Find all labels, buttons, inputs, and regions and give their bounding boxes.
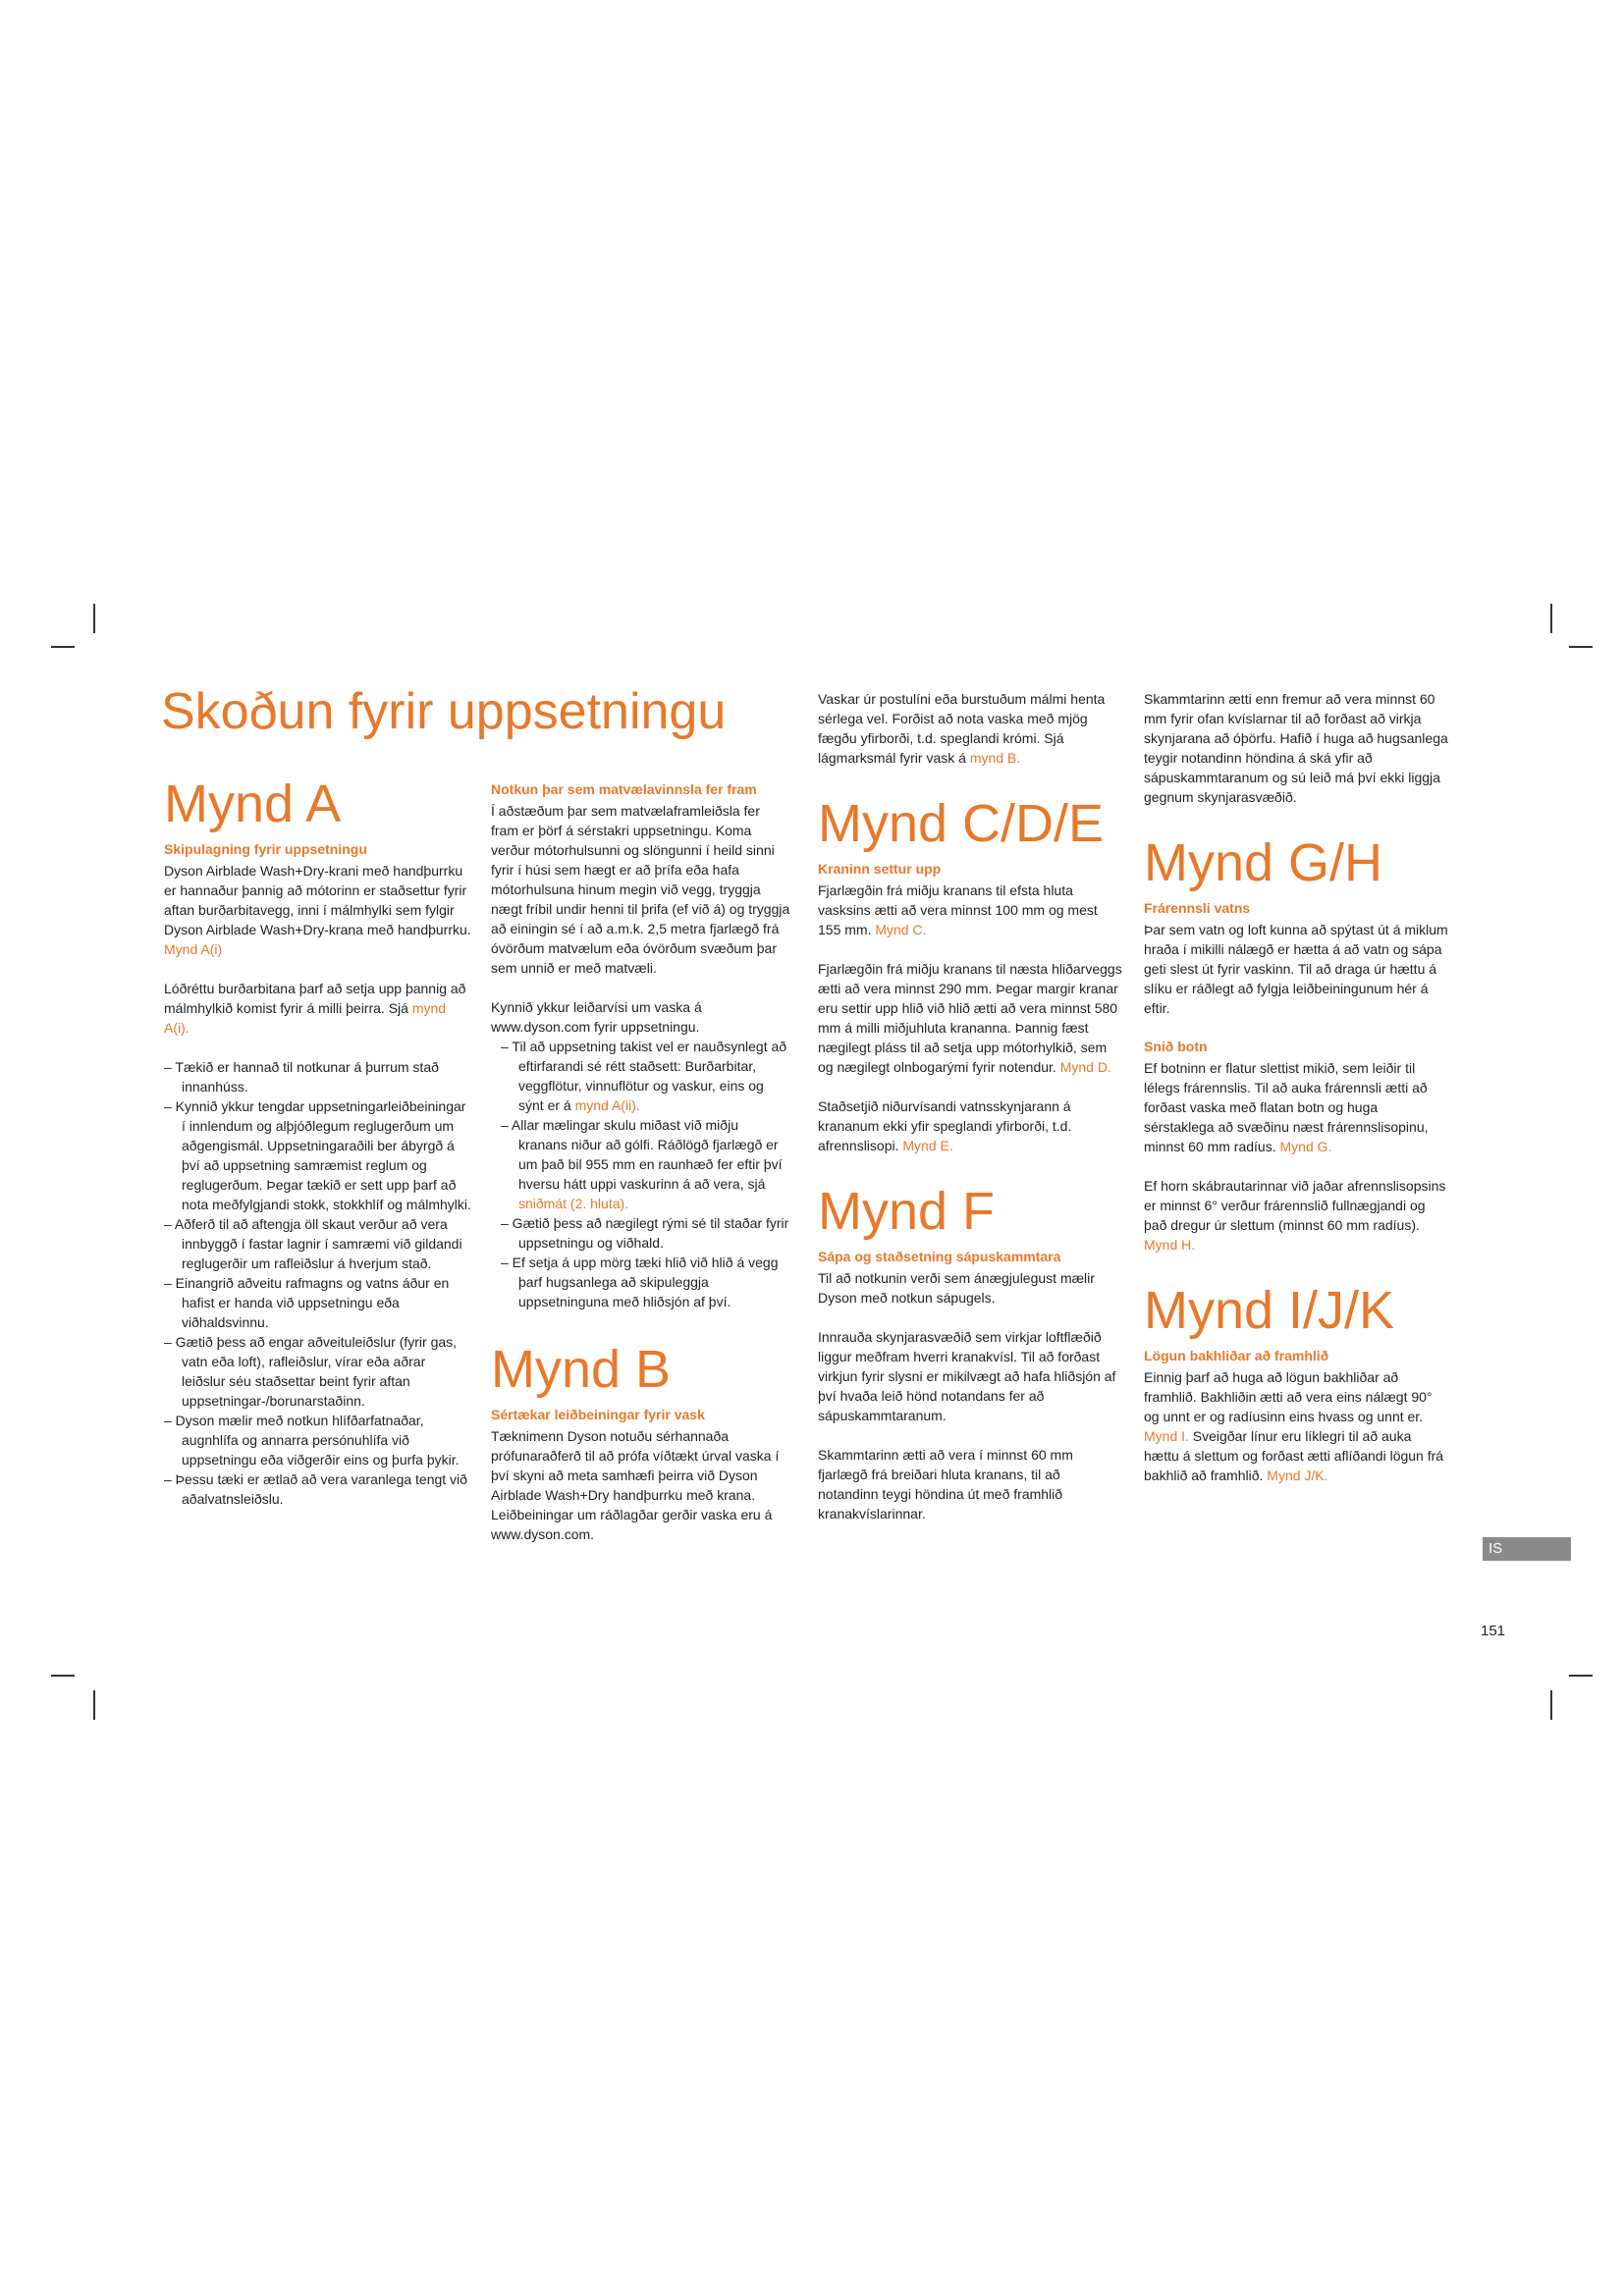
paragraph: Þar sem vatn og loft kunna að spýtast út á miklum hraða í mikilli nálægð er hætta á að vatn og sápa geti slest út fyrir vaskinn. Til að draga úr hættu á slíku er ráðlegt að fylgja leiðbeiningunum hér á eftir.	[1144, 922, 1448, 1016]
heading-mynd-ijk: Mynd I/J/K	[1144, 1281, 1395, 1340]
paragraph	[818, 881, 1122, 939]
paragraph: Til að notkunin verði sem ánægjulegust mælir Dyson með notkun sápugels.	[818, 1270, 1095, 1306]
figure-ref: mynd A(i).	[164, 1000, 447, 1036]
bullet-list	[491, 1037, 790, 1311]
crop-mark	[51, 646, 75, 648]
text: Vaskar úr postulíni eða burstuðum málmi henta sérlega vel. Forðist að nota vaska með mjög fægðu yfirborði, t.d. speglandi krómi. Sjá lágmarksmál fyrir vask á	[818, 691, 1106, 766]
page-title: Skoðun fyrir uppsetningu	[161, 683, 727, 740]
figure-ref: Mynd H.	[1144, 1237, 1196, 1253]
figure-ref: sniðmát (2. hluta).	[518, 1196, 629, 1211]
subheading-soap: Sápa og staðsetning sápuskammtara	[818, 1249, 1061, 1264]
crop-mark	[93, 604, 95, 633]
paragraph	[1144, 1176, 1448, 1255]
heading-mynd-gh: Mynd G/H	[1144, 833, 1383, 892]
list-item: – Þessu tæki er ætlað að vera varanlega tengt við aðalvatnsleiðslu.	[164, 1471, 467, 1507]
subheading-back-shape: Lögun bakhliðar að framhlið	[1144, 1348, 1329, 1363]
paragraph	[1144, 1058, 1448, 1156]
text: Ef botninn er flatur slettist mikið, sem leiðir til lélegs frárennslis. Til að auka frárennsli ætti að forðast vaska með flatan botn og huga sérstaklega að svæðinu næst frárennslisopinu, minnst 60 mm radíus.	[1144, 1060, 1429, 1154]
list-item: – Gætið þess að nægilegt rými sé til staðar fyrir uppsetningu og viðhald.	[501, 1215, 789, 1251]
paragraph	[818, 1096, 1122, 1155]
subheading-bottom: Snið botn	[1144, 1039, 1208, 1054]
list-item: – Dyson mælir með notkun hlífðarfatnaðar, augnhlífa og annarra persónuhlífa við uppsetningu eða viðgerðir eins og þurfa þykir.	[164, 1413, 460, 1468]
paragraph	[818, 689, 1122, 768]
heading-mynd-a: Mynd A	[164, 774, 342, 833]
heading-mynd-f: Mynd F	[818, 1182, 996, 1241]
subheading-food-processing: Notkun þar sem matvælavinnsla fer fram	[491, 781, 757, 797]
list-item	[491, 1037, 790, 1115]
crop-mark	[1550, 604, 1552, 633]
figure-ref: Mynd E.	[902, 1138, 953, 1153]
text: Einnig þarf að huga að lögun bakhliðar að framhlið. Bakhliðin ætti að vera eins nálægt 90° og unnt er og radíusinn eins hvass og unnt er.	[1144, 1369, 1433, 1424]
paragraph: Skammtarinn ætti að vera í minnst 60 mm fjarlægð frá breiðari hluta kranans, til að notandinn teygi höndina út með framhlið kranakvíslarinnar.	[818, 1447, 1073, 1522]
list-item: – Gætið þess að engar aðveituleiðslur (fyrir gas, vatn eða loft), rafleiðslur, vírar eða aðrar leiðslur séu staðsettar beint fyrir aftan uppsetningar-/borunarstaðinn.	[164, 1334, 458, 1409]
text: Fjarlægðin frá miðju kranans til efsta hluta vasksins ætti að vera minnst 100 mm og mest 155 mm.	[818, 882, 1098, 937]
heading-mynd-cde: Mynd C/D/E	[818, 794, 1105, 853]
list-item: – Tækið er hannað til notkunar á þurrum stað innanhúss.	[164, 1059, 439, 1095]
subheading-sink: Sértækar leiðbeiningar fyrir vask	[491, 1407, 705, 1422]
figure-ref: Mynd J/K.	[1267, 1468, 1328, 1483]
list-item: – Ef setja á upp mörg tæki hlið við hlið á vegg þarf hugsanlega að skipuleggja uppsetninguna með hliðsjón af því.	[501, 1255, 779, 1309]
figure-ref: mynd A(ii).	[574, 1097, 640, 1113]
paragraph: Tæknimenn Dyson notuðu sérhannaða prófunaraðferð til að prófa víðtækt úrval vaska í því skyni að meta samhæfi þeirra við Dyson Airblade Wash+Dry handþurrku með krana. Leiðbeiningar um ráðlagðar gerðir vaska eru á www.dyson.com.	[491, 1428, 780, 1542]
list-item: – Einangrið aðveitu rafmagns og vatns áður en hafist er handa við uppsetningu eða viðhaldsvinnu.	[164, 1275, 450, 1330]
list-item: – Kynnið ykkur tengdar uppsetningarleiðbeiningar í innlendum og alþjóðlegum reglugerðum um aðgengismál. Uppsetningaraðili ber ábyrgð á því að uppsetning samræmist reglum og reglugerðum. Þegar tækið er sett upp þarf að nota meðfylgjandi stokk, stokkhlíf og málmhylki.	[164, 1098, 471, 1212]
column-4	[1144, 689, 1448, 1505]
paragraph	[164, 861, 471, 959]
paragraph: Kynnið ykkur leiðarvísi um vaska á www.dyson.com fyrir uppsetningu.	[491, 999, 702, 1035]
list-item: – Aðferð til að aftengja öll skaut verður að vera innbyggð í fastar lagnir í samræmi við gildandi reglugerðir um rafleiðslur á hverjum stað.	[164, 1216, 462, 1271]
paragraph	[164, 979, 471, 1038]
column-1	[164, 775, 471, 1528]
text: Sveigðar línur eru líklegri til að auka hættu á slettum og forðast ætti aflíðandi lögun frá bakhlið að framhlið.	[1144, 1428, 1444, 1483]
column-3	[818, 689, 1122, 1543]
column-2	[491, 780, 790, 1564]
figure-ref: Mynd D.	[1059, 1059, 1111, 1075]
text: – Til að uppsetning takist vel er nauðsynlegt að eftirfarandi sé rétt staðsett: Burðarbitar, veggflötur, vinnuflötur og vaskur, eins og sýnt er á	[501, 1039, 787, 1113]
subheading-tap-install: Kraninn settur upp	[818, 861, 942, 877]
figure-ref: mynd B.	[969, 750, 1021, 766]
language-badge: IS	[1483, 1537, 1571, 1561]
crop-mark	[1569, 1675, 1593, 1677]
crop-mark	[93, 1690, 95, 1720]
crop-mark	[1550, 1690, 1552, 1720]
paragraph	[1144, 1367, 1448, 1485]
paragraph	[818, 959, 1122, 1077]
paragraph: Innrauða skynjarasvæðið sem virkjar loftflæðið liggur meðfram hverri kranakvísl. Til að forðast virkjun fyrir slysni er mikilvægt að hafa hliðsjón af því hvaða leið hönd notandans fer að sápuskammtaranum.	[818, 1329, 1116, 1423]
paragraph: Skammtarinn ætti enn fremur að vera minnst 60 mm fyrir ofan kvíslarnar til að forðast að virkja skynjarana að óþörfu. Hafið í huga að hugsanlega teygir notandinn höndina á ská yfir að sápuskammtaranum og sú leið má því ekki liggja gegnum skynjarasvæðið.	[1144, 691, 1448, 805]
subheading-planning: Skipulagning fyrir uppsetningu	[164, 841, 367, 857]
text: Fjarlægðin frá miðju kranans til næsta hliðarveggs ætti að vera minnst 290 mm. Þegar margir kranar eru settir upp hlið við hlið ætti að vera minnst 580 mm á milli miðjuhluta krananna. Þannig fæst nægilegt pláss til að setja upp mótorhylkið, sem og nægilegt olnbogarými fyrir notendur.	[818, 961, 1122, 1075]
text: – Allar mælingar skulu miðast við miðju kranans niður að gólfi. Ráðlögð fjarlægð er um það bil 955 mm en raunhæð fer eftir því hversu hátt uppi vaskurinn á að vera, sjá	[501, 1117, 783, 1192]
figure-ref: Mynd G.	[1279, 1139, 1332, 1154]
figure-ref: Mynd C.	[875, 922, 927, 937]
crop-mark	[51, 1675, 75, 1677]
text: Ef horn skábrautarinnar við jaðar afrennslisopsins er minnst 6° verður frárennslið fullnægjandi og það dregur úr slettum (minnst 60 mm radíus).	[1144, 1178, 1446, 1233]
figure-ref: Mynd I.	[1144, 1428, 1189, 1444]
text: Dyson Airblade Wash+Dry-krani með handþurrku er hannaður þannig að mótorinn er staðsettur fyrir aftan burðarbitavegg, inni í málmhylki sem fylgir Dyson Airblade Wash+Dry-krana með handþurrku.	[164, 863, 471, 937]
list-item	[491, 1115, 790, 1213]
bullet-list	[164, 1057, 471, 1509]
heading-mynd-b: Mynd B	[491, 1340, 672, 1399]
text: Lóðréttu burðarbitana þarf að setja upp þannig að málmhylkið komist fyrir á milli þeirra. Sjá	[164, 981, 466, 1016]
page-number: 151	[1481, 1623, 1506, 1639]
crop-mark	[1569, 646, 1593, 648]
paragraph: Í aðstæðum þar sem matvælaframleiðsla fer fram er þörf á sérstakri uppsetningu. Koma verður mótorhulsunni og slöngunni í heild sinni fyrir í húsi sem hægt er að þrífa eða hafa mótorhulsuna hinum megin við vegg, tryggja nægt fríbil undir henni til þrifa (ef við á) og tryggja að einingin sé í að a.m.k. 2,5 metra fjarlægð frá óvörðum matvælum eða óvörðum svæðum þar sem unnið er með matvæli.	[491, 803, 790, 976]
subheading-drainage: Frárennsli vatns	[1144, 900, 1251, 916]
figure-ref: Mynd A(i)	[164, 941, 223, 957]
text: Staðsetjið niðurvísandi vatnsskynjarann á krananum ekki yfir speglandi yfirborði, t.d. afrennslisopi.	[818, 1098, 1072, 1153]
